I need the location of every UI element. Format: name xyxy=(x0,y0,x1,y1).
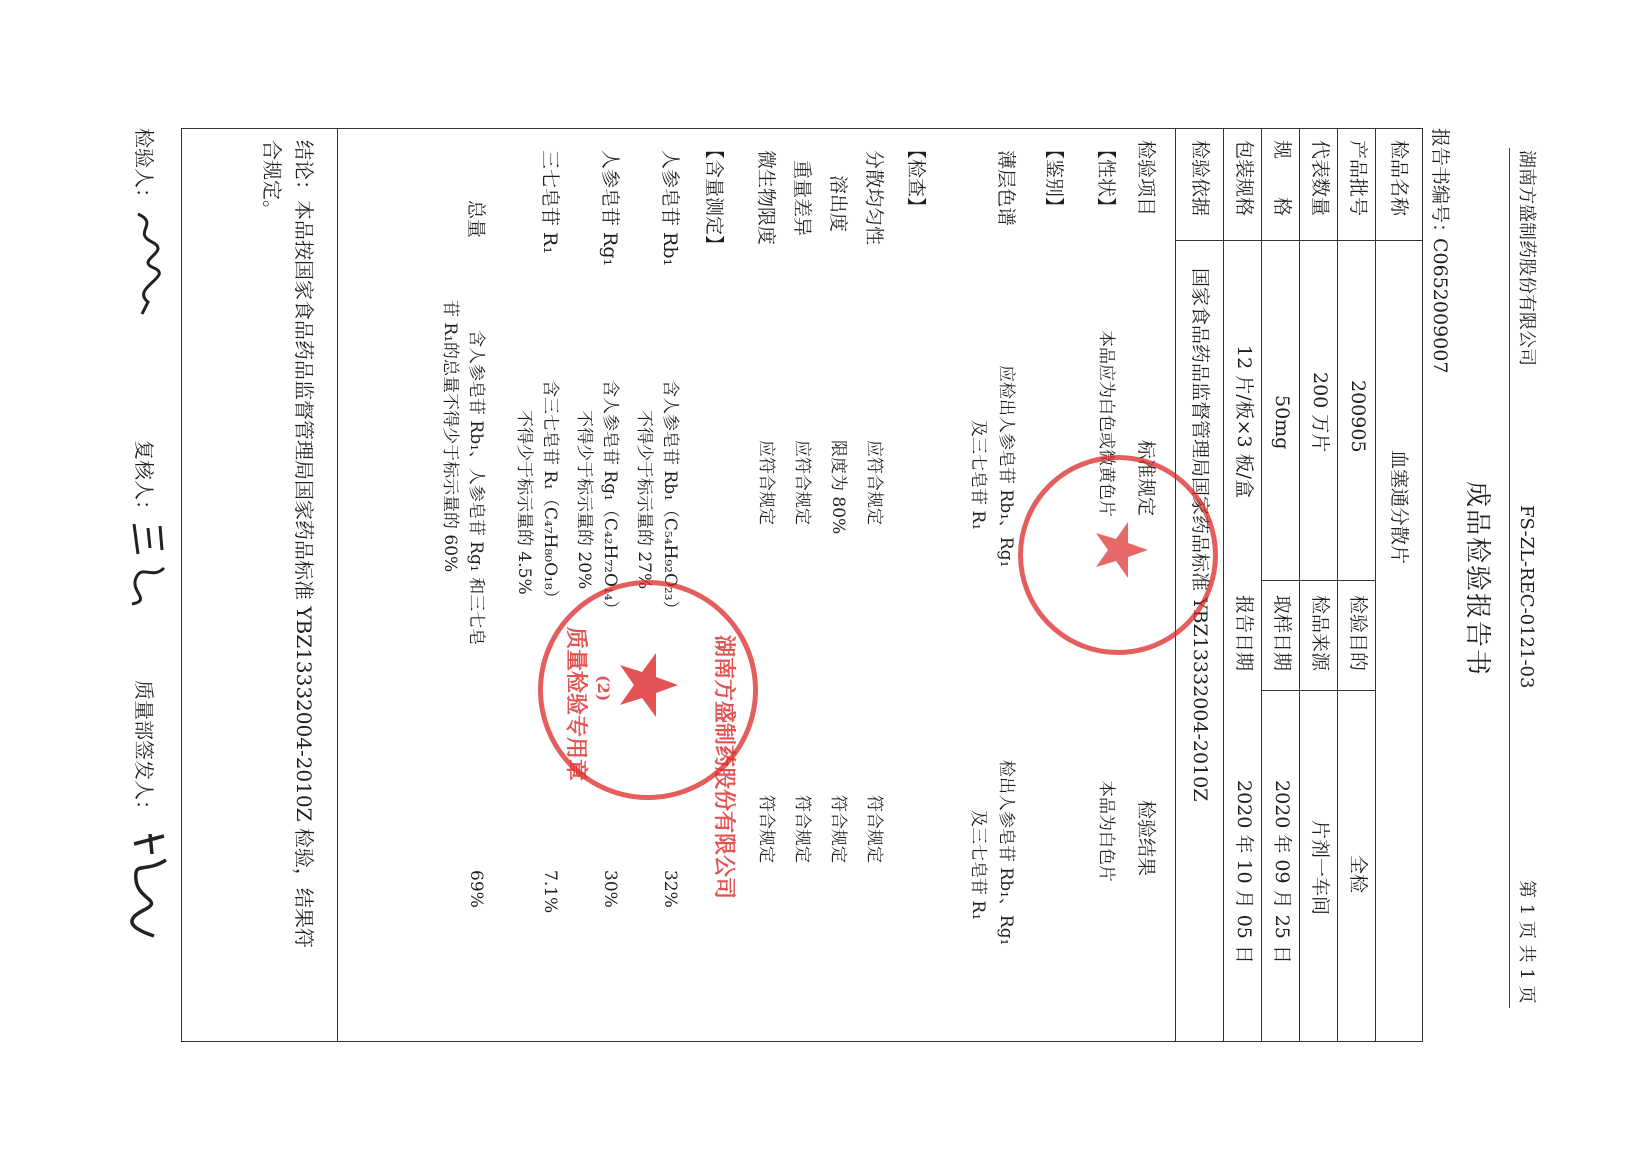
col-header-standard: 标准规定 xyxy=(1135,440,1157,517)
inspection-item: 溶出度 xyxy=(827,175,849,233)
inspection-standard: 应符合规定 xyxy=(792,440,812,525)
company-seal xyxy=(1018,455,1218,655)
page-title: 成品检验报告书 xyxy=(1462,480,1492,677)
assay-item: 人参皂苷 Rg₁ xyxy=(599,150,621,267)
assay-standard-2: 不得少于标示量的 27% xyxy=(634,410,654,590)
doc-code: FS-ZL-REC-0121-03 xyxy=(1516,505,1537,689)
assay-result: 7.1% xyxy=(540,870,560,914)
assay-result: 32% xyxy=(660,870,680,908)
inspection-standard: 限度为 80% xyxy=(828,440,848,535)
purpose-label: 检验目的 xyxy=(1347,595,1369,672)
inspection-result: 符合规定 xyxy=(792,795,812,863)
conclusion-line-1: 结论：本品按国家食品药品监督管理局国家药品标准 YBZ13332004-2010Z 检验，结果符 xyxy=(292,140,316,948)
identification-standard-1: 应检出人参皂苷 Rb₁、Rg₁ xyxy=(996,365,1016,568)
assay-standard-1: 含人参皂苷 Rb₁（C₅₄H₉₂O₂₃） xyxy=(660,380,680,618)
inspector-label: 检验人： xyxy=(132,128,156,208)
character-result: 本品为白色片 xyxy=(1096,780,1116,882)
inspection-result: 符合规定 xyxy=(864,795,884,863)
reviewer-signature xyxy=(120,520,172,610)
quality-seal-bottom-text: 质量检验专用章 xyxy=(563,627,589,782)
row-divider xyxy=(1337,128,1338,1042)
inspection-item: 分散均匀性 xyxy=(863,150,885,246)
character-standard: 本品应为白色或微黄色片 xyxy=(1096,330,1116,517)
sample-date-value: 2020 年 09 月 25 日 xyxy=(1271,780,1293,964)
assay-item: 三七皂苷 R₁ xyxy=(539,150,561,254)
inspection-standard: 应符合规定 xyxy=(756,440,776,525)
quantity-label: 代表数量 xyxy=(1309,140,1331,217)
assay-item: 人参皂苷 Rb₁ xyxy=(659,150,681,267)
spec-label: 规 格 xyxy=(1271,140,1293,217)
package-value: 12 片/板×3 板/盒 xyxy=(1233,345,1255,499)
batch-label: 产品批号 xyxy=(1347,140,1369,217)
issuer-label: 质量部签发人： xyxy=(132,680,156,820)
page-info: 第 1 页 共 1 页 xyxy=(1516,880,1537,1004)
section-assay: 【含量测定】 xyxy=(703,140,725,255)
inspection-item: 重量差异 xyxy=(791,160,813,237)
col-divider xyxy=(1176,240,1423,241)
report-date-label: 报告日期 xyxy=(1233,595,1255,672)
basis-label: 检验依据 xyxy=(1189,140,1211,217)
assay-result: 69% xyxy=(466,870,486,908)
quantity-value: 200 万片 xyxy=(1309,372,1331,453)
col-divider xyxy=(1262,580,1376,581)
assay-result: 30% xyxy=(600,870,620,908)
quality-seal-top-text: 湖南方盛制药股份有限公司 xyxy=(711,635,737,900)
col-header-item: 检验项目 xyxy=(1135,140,1157,217)
assay-standard-2: 不得少于标示量的 20% xyxy=(574,410,594,590)
assay-standard-1: 含人参皂苷 Rb₁、人参皂苷 Rg₁ 和三七皂 xyxy=(466,330,486,646)
section-identification: 【鉴别】 xyxy=(1043,140,1065,217)
row-divider xyxy=(1299,128,1300,1042)
inspector-signature xyxy=(120,210,168,320)
package-label: 包装规格 xyxy=(1233,140,1255,217)
identification-item: 薄层色谱 xyxy=(995,150,1017,227)
identification-standard-2: 及三七皂苷 R₁ xyxy=(968,420,988,531)
col-header-result: 检验结果 xyxy=(1135,800,1157,877)
report-number-label: 报告书编号： xyxy=(1429,128,1451,243)
purpose-value: 全检 xyxy=(1347,855,1369,894)
report-date-value: 2020 年 10 月 05 日 xyxy=(1233,780,1255,964)
source-label: 检品来源 xyxy=(1309,595,1331,672)
inspection-item: 微生物限度 xyxy=(755,150,777,246)
assay-standard-1: 含人参皂苷 Rg₁（C₄₂H₇₂O₁₄） xyxy=(600,380,620,618)
row-divider xyxy=(1261,128,1262,1042)
inspection-result: 符合规定 xyxy=(756,795,776,863)
header-rule xyxy=(1509,148,1510,1008)
row-divider xyxy=(337,128,338,1042)
section-inspection: 【检查】 xyxy=(905,140,927,217)
sample-date-label: 取样日期 xyxy=(1271,595,1293,672)
section-character: 【性状】 xyxy=(1095,140,1117,217)
assay-standard-2: 苷 R₁的总量不得少于标示量的 60% xyxy=(440,300,460,573)
source-value: 片剂一车间 xyxy=(1309,820,1331,916)
product-name-label: 检品名称 xyxy=(1388,140,1410,217)
identification-result-2: 及三七皂苷 R₁ xyxy=(968,810,988,921)
assay-item: 总量 xyxy=(465,200,487,239)
conclusion-line-2: 合规定。 xyxy=(260,140,284,220)
identification-result-1: 检出人参皂苷 Rb₁、Rg₁ xyxy=(996,760,1016,946)
inspection-standard: 应符合规定 xyxy=(864,440,884,525)
issuer-signature xyxy=(120,830,174,940)
quality-seal-number: (2) xyxy=(594,675,613,702)
col-divider xyxy=(1262,690,1376,691)
batch-value: 200905 xyxy=(1347,380,1369,453)
product-name: 血塞通分散片 xyxy=(1388,450,1410,565)
reviewer-label: 复核人： xyxy=(132,440,156,520)
spec-value: 50mg xyxy=(1271,395,1293,450)
assay-standard-1: 含三七皂苷 R₁（C₄₇H₈₀O₁₈） xyxy=(540,380,560,607)
row-divider xyxy=(1223,128,1224,1042)
report-number: C0652009007 xyxy=(1429,238,1451,374)
inspection-result: 符合规定 xyxy=(828,795,848,863)
row-divider xyxy=(1375,128,1376,1042)
company-name: 湖南方盛制药股份有限公司 xyxy=(1516,150,1537,366)
basis-value: 国家食品药品监督管理局国家药品标准 YBZ13332004-2010Z xyxy=(1189,268,1211,802)
assay-standard-2: 不得少于标示量的 4.5% xyxy=(514,410,534,595)
